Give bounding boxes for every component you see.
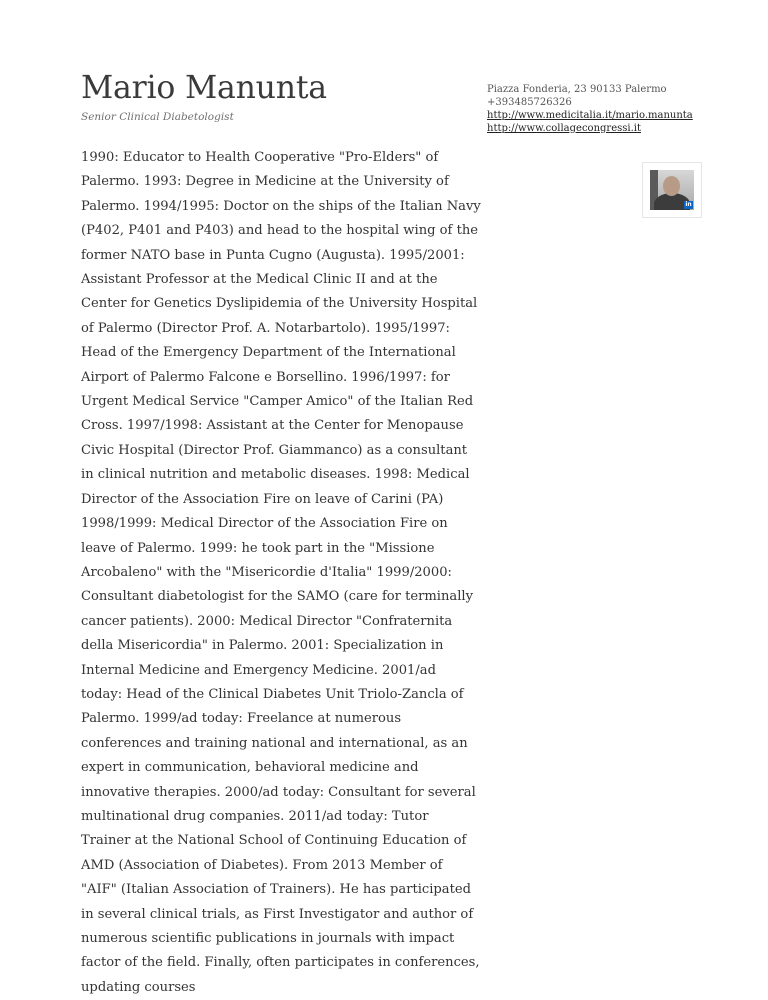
profile-photo[interactable] <box>650 170 694 210</box>
profile-main <box>81 66 481 1000</box>
contact-address: Piazza Fonderia, 23 90133 Palermo <box>487 84 667 95</box>
profile-title: Senior Clinical Diabetologist <box>81 111 234 123</box>
photo-head <box>663 176 680 196</box>
contact-phone: +393485726326 <box>487 97 572 108</box>
contact-link-collagecongressi[interactable]: http://www.collagecongressi.it <box>487 123 641 134</box>
linkedin-profile-card[interactable] <box>642 162 702 218</box>
contact-link-medicitalia[interactable]: http://www.medicitalia.it/mario.manunta <box>487 110 693 121</box>
profile-name: Mario Manunta <box>81 70 327 106</box>
contact-block <box>487 83 747 135</box>
profile-bio: 1990: Educator to Health Cooperative "Pro-Elders" of Palermo. 1993: Degree in Medicine at the University of Palermo. 1994/1995: Doctor on the ships of the Italian Navy (P402, P401 and P403) and head to the hospital wing of the former NATO base in Punta Cugno (Augusta). 1995/2001: Assistant Professor at the Medical Clinic II and at the Center for Genetics Dyslipidemia of the University Hospital of Palermo (Director Prof. A. Notarbartolo). 1995/1997: Head of the Emergency Department of the International Airport of Palermo Falcone e Borsellino. 1996/1997: for Urgent Medical Service "Camper Amico" of the Italian Red Cross. 1997/1998: Assistant at the Center for Menopause Civic Hospital (Director Prof. Giammanco) as a consultant in clinical nutrition and metabolic diseases. 1998: Medical Director of the Association Fire on leave of Carini (PA) 1998/1999: Medical Director of the Association Fire on leave of Palermo. 1999: he took part in the "Missione Arcobaleno" with the "Misericordie d'Italia" 1999/2000: Consultant diabetologist for the SAMO (care for terminally cancer patients). 2000: Medical Director "Confraternita della Misericordia" in Palermo. 2001: Specialization in Internal Medicine and Emergency Medicine. 2001/ad today: Head of the Clinical Diabetes Unit Triolo-Zancla of Palermo. 1999/ad today: Freelance at numerous conferences and training national and international, as an expert in communication, behavioral medicine and innovative therapies. 2000/ad today: Consultant for several multinational drug companies. 2011/ad today: Tutor Trainer at the National School of Continuing Education of AMD (Association of Diabetes). From 2013 Member of "AIF" (Italian Association of Trainers). He has participated in several clinical trials, as First Investigator and author of numerous scientific publications in journals with impact factor of the field. Finally, often participates in conferences, updating courses <box>81 150 481 995</box>
linkedin-icon[interactable]: in <box>685 201 692 208</box>
